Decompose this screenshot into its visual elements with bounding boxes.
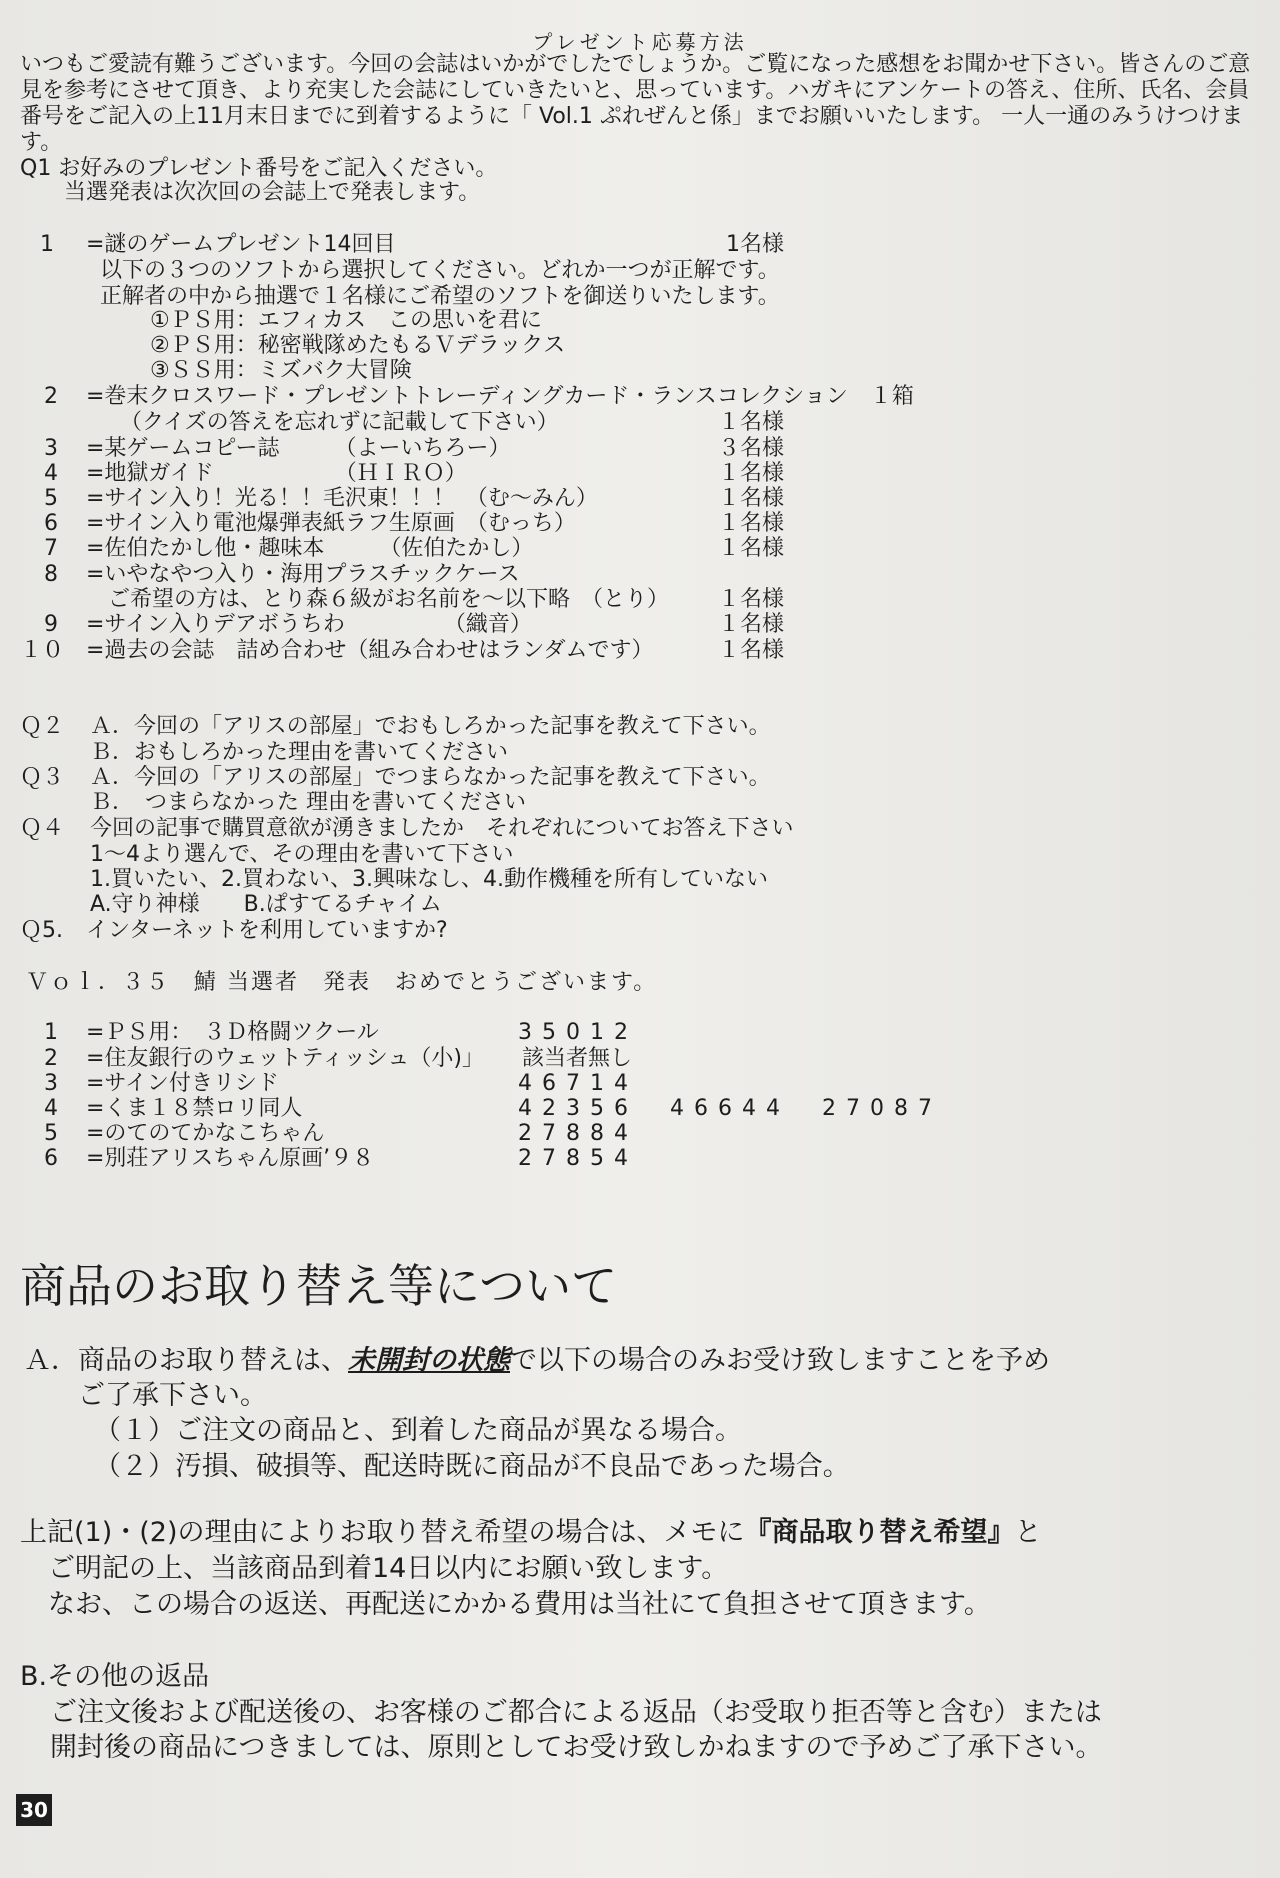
question-text: インターネットを利用していますか? (86, 918, 448, 943)
present-qty: ３名様 (718, 436, 785, 461)
present-text: ①ＰＳ用：エフィカス この思いを君に (150, 308, 542, 333)
winner-result: 42356 46644 27087 (518, 1096, 942, 1121)
question-label: Ｑ２ (20, 714, 65, 739)
present-no: １０ (20, 638, 65, 663)
present-qty: 1名様 (726, 232, 784, 257)
present-text: =いやなやつ入り・海用プラスチックケース (86, 562, 520, 587)
present-text: ②ＰＳ用：秘密戦隊めたもるＶデラックス (150, 333, 566, 358)
exchange-paragraph-line2: ご明記の上、当該商品到着14日以内にお願い致します。 (48, 1553, 729, 1584)
exchange-request-emphasis: 『商品取り替え希望』 (744, 1517, 1015, 1548)
question-text: Ａ．今回の「アリスの部屋」でつまらなかった記事を教えて下さい。 (90, 765, 771, 790)
q1-title: Q1 お好みのプレゼント番号をご記入ください。 (20, 156, 498, 181)
exchange-paragraph-line1 (20, 1516, 1042, 1550)
winner-result: 27884 (518, 1121, 638, 1146)
exchange-p-pre: 上記(1)・(2)の理由によりお取り替え希望の場合は、メモに (20, 1517, 745, 1548)
page-title: プレゼント応募方法 (532, 30, 748, 54)
present-text: =サイン入りデアボうちわ （織音） (86, 612, 532, 637)
other-returns-line1: ご注文後および配送後の、お客様のご都合による返品（お受取り拒否等と含む）または (50, 1697, 1102, 1728)
present-text: =巻末クロスワード・プレゼントトレーディングカード・ランスコレクション １箱 (86, 384, 914, 409)
winners-title: Ｖｏｌ．３５ 鯖 当選者 発表 おめでとうございます。 (26, 970, 658, 995)
page-number: 30 (16, 1794, 52, 1826)
other-returns-line2: 開封後の商品につきましては、原則としてお受け致しかねますので予めご了承下さい。 (50, 1732, 1103, 1763)
winner-result: 35012 (518, 1020, 638, 1045)
present-text: 正解者の中から抽選で１名様にご希望のソフトを御送りいたします。 (100, 284, 780, 309)
present-qty: １名様 (718, 461, 785, 486)
present-no: 3 (44, 436, 58, 461)
present-text: =佐伯たかし他・趣味本 （佐伯たかし） (86, 536, 534, 561)
exchange-case-2: （２）汚損、破損等、配送時既に商品が不良品であった場合。 (94, 1451, 850, 1482)
winner-no: 2 (44, 1046, 58, 1071)
question-label: Ｑ３ (20, 765, 65, 790)
present-qty: １名様 (718, 638, 785, 663)
winner-no: 4 (44, 1096, 58, 1121)
present-text: ご希望の方は、とり森６級がお名前を〜以下略 （とり） (108, 587, 670, 612)
present-text: =地獄ガイド （ＨＩＲＯ） (86, 461, 467, 486)
present-qty: １名様 (718, 612, 785, 637)
present-text: =謎のゲームプレゼント14回目 (86, 232, 396, 257)
winner-item: =のてのてかなこちゃん (86, 1121, 325, 1146)
present-text: 以下の３つのソフトから選択してください。どれか一つが正解です。 (100, 258, 780, 283)
exchange-a-pre: 商品のお取り替えは、 (78, 1345, 348, 1376)
question-label: Ｑ４ (20, 816, 65, 841)
winner-item: =住友銀行のウェットティッシュ（小)」 (86, 1046, 484, 1071)
present-text: =過去の会誌 詰め合わせ（組み合わせはランダムです） (86, 638, 654, 663)
present-text: =サイン入り！光る！！毛沢東！！！ （む〜みん） (86, 486, 598, 511)
question-text: 1.買いたい、2.買わない、3.興味なし、4.動作機種を所有していない (90, 867, 768, 892)
exchange-a-line2: ご了承下さい。 (78, 1380, 267, 1411)
present-qty: １名様 (718, 410, 785, 435)
unopened-emphasis: 未開封の状態 (348, 1345, 510, 1376)
question-text: 1〜4より選んで、その理由を書いて下さい (90, 842, 514, 867)
q1-note: 当選発表は次次回の会誌上で発表します。 (64, 180, 481, 205)
winner-result: 27854 (518, 1146, 638, 1171)
winner-no: 5 (44, 1121, 58, 1146)
question-text: Ｂ． つまらなかった 理由を書いてください (90, 790, 526, 815)
question-text: 今回の記事で購買意欲が湧きましたか それぞれについてお答え下さい (90, 816, 794, 841)
exchange-heading: 商品のお取り替え等について (20, 1259, 618, 1313)
present-text: =某ゲームコピー誌 （よーいちろー） (86, 436, 511, 461)
present-no: 5 (44, 486, 58, 511)
intro-paragraph: いつもご愛読有難うございます。今回の会誌はいかがでしたでしょうか。ご覧になった感想をお聞かせ下さい。皆さんのご意見を参考にさせて頂き、より充実した会誌にしていきたいと、思っています。ハガキにアンケートの答え、住所、氏名、会員番号をご記入の上11月末日までに到着するように「 Vol.1 ぷれぜんと係」までお願いいたします。 一人一通のみうけつけます。 (20, 52, 1251, 155)
question-text: Ａ．今回の「アリスの部屋」でおもしろかった記事を教えて下さい。 (90, 714, 771, 739)
exchange-a-label: Ａ． (24, 1345, 78, 1376)
exchange-paragraph-line3: なお、この場合の返送、再配送にかかる費用は当社にて負担させて頂きます。 (48, 1589, 991, 1620)
present-no: 8 (44, 562, 58, 587)
present-qty: １名様 (718, 536, 785, 561)
winner-item: =ＰＳ用： ３Ｄ格闘ツクール (86, 1020, 379, 1045)
present-no: 4 (44, 461, 58, 486)
winner-result: 該当者無し (522, 1046, 633, 1071)
exchange-a-line1 (24, 1344, 1050, 1378)
exchange-p-post: と (1014, 1517, 1042, 1548)
present-no: 6 (44, 511, 58, 536)
exchange-case-1: （１）ご注文の商品と、到着した商品が異なる場合。 (94, 1415, 742, 1446)
present-no: 2 (44, 384, 58, 409)
present-no: 1 (40, 232, 54, 257)
winner-item: =くま１８禁ロリ同人 (86, 1096, 303, 1121)
question-label: Ｑ5. (20, 918, 63, 943)
other-returns-title: B.その他の返品 (20, 1661, 210, 1692)
winner-item: =別荘アリスちゃん原画’９８ (86, 1146, 375, 1171)
present-text: =サイン入り電池爆弾表紙ラフ生原画 （むっち） (86, 511, 576, 536)
winner-item: =サイン付きリシド (86, 1071, 279, 1096)
present-qty: １名様 (718, 486, 785, 511)
present-no: 7 (44, 536, 58, 561)
question-text: A.守り神様 B.ぱすてるチャイム (90, 892, 442, 917)
winner-no: 6 (44, 1146, 58, 1171)
present-qty: １名様 (718, 511, 785, 536)
question-text: Ｂ．おもしろかった理由を書いてください (90, 740, 509, 765)
present-text: （クイズの答えを忘れずに記載して下さい） (120, 410, 559, 435)
winner-no: 1 (44, 1020, 58, 1045)
present-no: 9 (44, 612, 58, 637)
present-text: ③ＳＳ用：ミズバク大冒険 (150, 358, 412, 383)
present-qty: １名様 (718, 587, 785, 612)
exchange-a-post: で以下の場合のみお受け致しますことを予め (510, 1345, 1050, 1376)
winner-no: 3 (44, 1071, 58, 1096)
winner-result: 46714 (518, 1071, 638, 1096)
